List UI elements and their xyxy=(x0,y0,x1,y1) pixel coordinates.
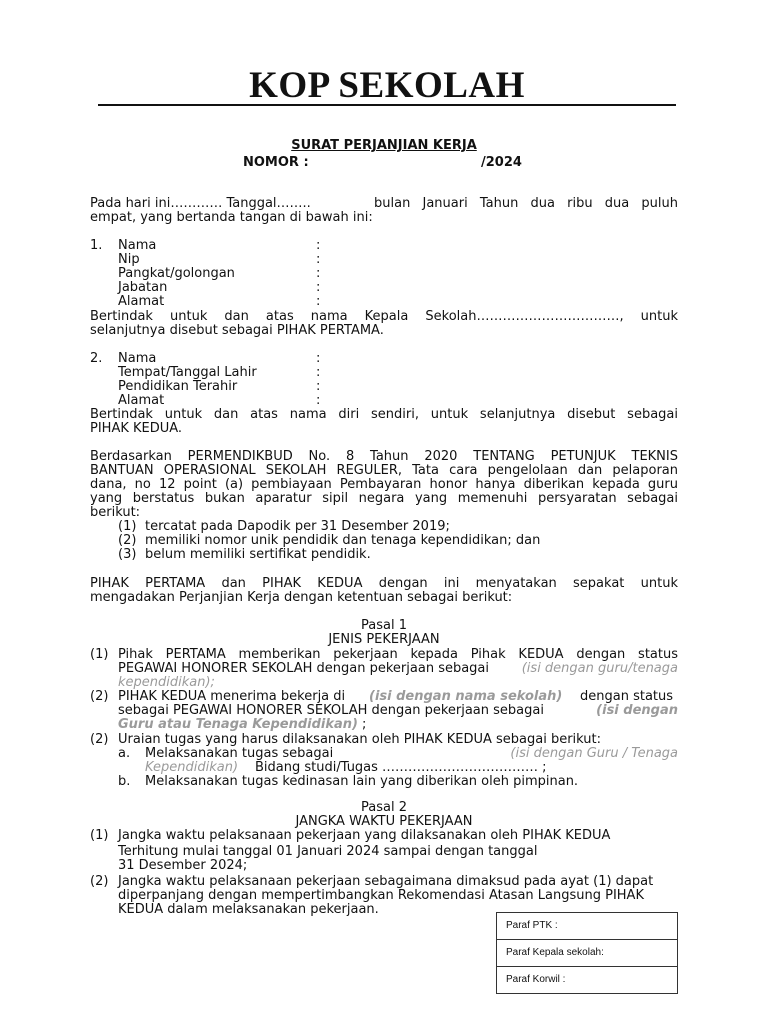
basis-item-number: (3) xyxy=(118,547,137,562)
party1-field-colon: : xyxy=(316,238,321,253)
party1-field-label: Pangkat/golongan xyxy=(118,266,235,281)
party1-statement-1: Bertindak untuk dan atas nama Kepala Sekolah……………………………, untuk xyxy=(90,309,678,324)
party2-field-colon: : xyxy=(316,379,321,394)
pasal1-sub-a-text-cont: Bidang studi/Tugas ……………………………… ; xyxy=(255,760,547,775)
party1-field-colon: : xyxy=(316,266,321,281)
pasal2-item-number: (1) xyxy=(90,828,109,843)
party1-statement-2: selanjutnya disebut sebagai PIHAK PERTAMA. xyxy=(90,323,384,338)
pasal1-sub-b-label: b. xyxy=(118,774,131,789)
agreement-line-1: PIHAK PERTAMA dan PIHAK KEDUA dengan ini menyatakan sepakat untuk xyxy=(90,576,678,591)
pasal1-item2-end: ; xyxy=(362,717,367,732)
basis-line: BANTUAN OPERASIONAL SEKOLAH REGULER, Tata cara pengelolaan dan pelaporan xyxy=(90,463,678,478)
pasal1-sub-a-hint: (isi dengan Guru / Tenaga xyxy=(510,746,678,761)
basis-line: dana, no 12 point (a) pembiayaan Pembayaran honor hanya diberikan kepada guru xyxy=(90,477,678,492)
party2-number: 2. xyxy=(90,351,103,366)
pasal1-item-number: (2) xyxy=(90,732,109,747)
nomor-value: /2024 xyxy=(481,155,522,170)
basis-item-number: (2) xyxy=(118,533,137,548)
pasal1-item2-hint: (isi dengan nama sekolah) xyxy=(369,689,563,704)
basis-line: berikut: xyxy=(90,505,141,520)
party1-field-colon: : xyxy=(316,294,321,309)
pasal1-item1-hint: (isi dengan guru/tenaga xyxy=(521,661,678,676)
pasal1-item1-line1: Pihak PERTAMA memberikan pekerjaan kepada Pihak KEDUA dengan status xyxy=(118,647,678,662)
pasal1-heading: Pasal 1 xyxy=(361,618,407,633)
party2-field-colon: : xyxy=(316,351,321,366)
party2-field-colon: : xyxy=(316,365,321,380)
party1-field-label: Nip xyxy=(118,252,140,267)
pasal1-sub-b-text: Melaksanakan tugas kedinasan lain yang diberikan oleh pimpinan. xyxy=(145,774,579,789)
pasal1-sub-a-label: a. xyxy=(118,746,131,761)
letterhead-title: KOP SEKOLAH xyxy=(249,65,525,106)
pasal1-item-number: (1) xyxy=(90,647,109,662)
pasal2-title: JANGKA WAKTU PEKERJAAN xyxy=(295,814,473,829)
pasal2-item1-line: 31 Desember 2024; xyxy=(118,858,248,873)
paraf-ptk: Paraf PTK : xyxy=(497,913,677,940)
pasal1-item2-hint2: (isi dengan xyxy=(596,703,678,718)
agreement-line-2: mengadakan Perjanjian Kerja dengan ketentuan sebagai berikut: xyxy=(90,590,513,605)
pasal1-sub-a-text: Melaksanakan tugas sebagai xyxy=(145,746,334,761)
pasal2-item2-line: Jangka waktu pelaksanaan pekerjaan sebagaimana dimaksud pada ayat (1) dapat xyxy=(118,874,654,889)
party2-statement-1: Bertindak untuk dan atas nama diri sendiri, untuk selanjutnya disebut sebagai xyxy=(90,407,678,422)
basis-item-number: (1) xyxy=(118,519,137,534)
pasal2-heading: Pasal 2 xyxy=(361,800,407,815)
pasal2-item1-line: Terhitung mulai tanggal 01 Januari 2024 sampai dengan tanggal xyxy=(118,844,538,859)
pasal2-item2-line: KEDUA dalam melaksanakan pekerjaan. xyxy=(118,902,379,917)
paraf-korwil: Paraf Korwil : xyxy=(506,974,566,985)
pasal2-item2-line: diperpanjang dengan mempertimbangkan Rekomendasi Atasan Langsung PIHAK xyxy=(118,888,644,903)
basis-item-text: memiliki nomor unik pendidik dan tenaga kependidikan; dan xyxy=(145,533,541,548)
basis-line: Berdasarkan PERMENDIKBUD No. 8 Tahun 2020 TENTANG PETUNJUK TEKNIS xyxy=(90,449,678,464)
pasal1-item3-text: Uraian tugas yang harus dilaksanakan oleh PIHAK KEDUA sebagai berikut: xyxy=(118,732,601,747)
intro-line-2: empat, yang bertanda tangan di bawah ini: xyxy=(90,210,373,225)
pasal1-item-number: (2) xyxy=(90,689,109,704)
pasal1-item1-hint-cont: kependidikan); xyxy=(118,675,215,690)
paraf-box xyxy=(496,912,678,994)
party2-field-label: Pendidikan Terahir xyxy=(118,379,238,394)
party2-field-colon: : xyxy=(316,393,321,408)
party2-statement-2: PIHAK KEDUA. xyxy=(90,421,183,436)
party2-field-label: Tempat/Tanggal Lahir xyxy=(118,365,257,380)
pasal1-title: JENIS PEKERJAAN xyxy=(328,632,440,647)
pasal1-item2-text: PIHAK KEDUA menerima bekerja di xyxy=(118,689,346,704)
pasal2-item-number: (2) xyxy=(90,874,109,889)
paraf-kepala-sekolah: Paraf Kepala sekolah: xyxy=(497,940,677,967)
party1-field-label: Alamat xyxy=(118,294,165,309)
pasal1-item2-hint3: Guru atau Tenaga Kependidikan) xyxy=(118,717,358,732)
pasal1-sub-a-hint-cont: Kependidikan) xyxy=(145,760,239,775)
basis-line: yang berstatus bukan aparatur sipil negara yang memenuhi persyaratan sebagai xyxy=(90,491,678,506)
document-title: SURAT PERJANJIAN KERJA xyxy=(291,138,477,153)
nomor-label: NOMOR : xyxy=(243,155,309,170)
basis-item-text: tercatat pada Dapodik per 31 Desember 2019; xyxy=(145,519,450,534)
pasal1-item1-line2: PEGAWAI HONORER SEKOLAH dengan pekerjaan sebagai xyxy=(118,661,490,676)
party1-field-colon: : xyxy=(316,252,321,267)
party2-field-label: Nama xyxy=(118,351,157,366)
intro-line-1b: bulan Januari Tahun dua ribu dua puluh xyxy=(374,196,678,211)
party1-field-colon: : xyxy=(316,280,321,295)
party1-number: 1. xyxy=(90,238,103,253)
pasal1-item2-line2: sebagai PEGAWAI HONORER SEKOLAH dengan pekerjaan sebagai xyxy=(118,703,544,718)
party1-field-label: Jabatan xyxy=(118,280,168,295)
pasal1-item2-text-cont: dengan status xyxy=(580,689,674,704)
basis-item-text: belum memiliki sertifikat pendidik. xyxy=(145,547,371,562)
party2-field-label: Alamat xyxy=(118,393,165,408)
letterhead xyxy=(98,62,676,106)
pasal2-item1-line: Jangka waktu pelaksanaan pekerjaan yang dilaksanakan oleh PIHAK KEDUA xyxy=(118,828,611,843)
intro-line-1a: Pada hari ini………… Tanggal…….. xyxy=(90,196,311,211)
party1-field-label: Nama xyxy=(118,238,157,253)
